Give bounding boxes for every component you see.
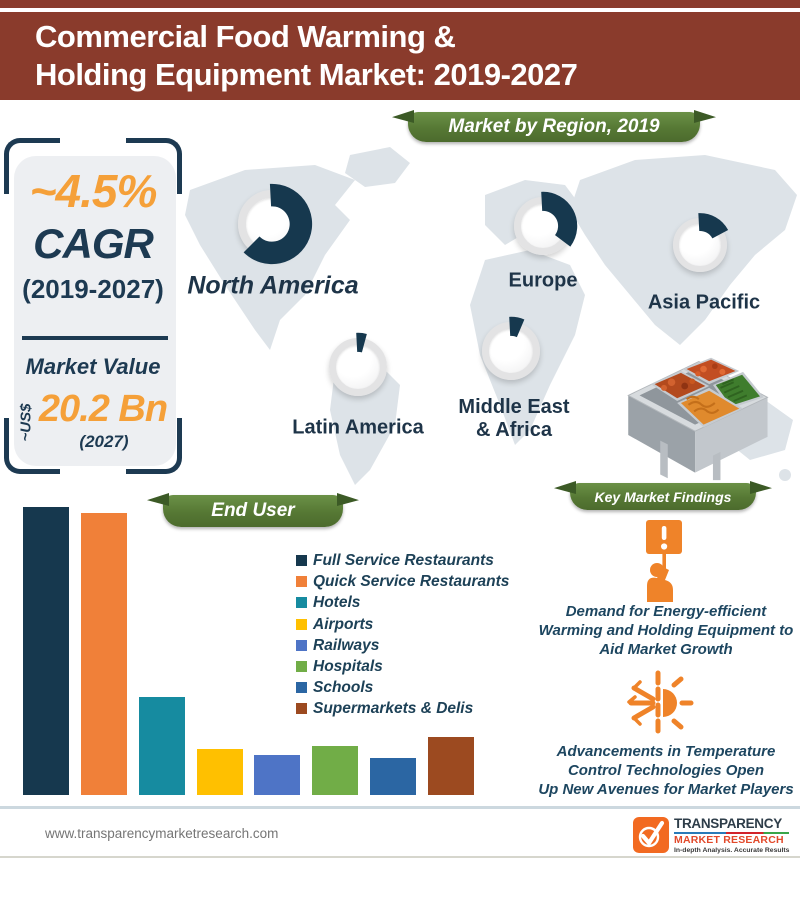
bar-quick-service-restaurants bbox=[81, 513, 127, 795]
world-map bbox=[185, 135, 800, 490]
footer-bottom-divider bbox=[0, 856, 800, 858]
top-accent-strip bbox=[0, 0, 800, 8]
tmr-logo-text bbox=[674, 817, 789, 855]
food-warming-equipment-image bbox=[598, 322, 794, 482]
cagr-period: (2019-2027) bbox=[22, 274, 164, 304]
legend-label: Hospitals bbox=[313, 658, 383, 675]
stat-box bbox=[4, 136, 182, 474]
bar-hotels bbox=[139, 697, 185, 795]
footer-top-divider bbox=[0, 806, 800, 809]
market-value-label: Market Value bbox=[25, 354, 161, 379]
region-share-arc bbox=[505, 188, 581, 264]
legend-swatch bbox=[296, 619, 307, 630]
region-share-arc bbox=[665, 210, 735, 280]
tmr-logo-line2: MARKET RESEARCH bbox=[674, 834, 784, 846]
legend-swatch bbox=[296, 640, 307, 651]
legend-label: Railways bbox=[313, 637, 380, 654]
bar-full-service-restaurants bbox=[23, 507, 69, 795]
header-banner bbox=[0, 12, 800, 100]
region-label: North America bbox=[187, 271, 359, 300]
legend-label: Quick Service Restaurants bbox=[313, 573, 510, 590]
tmr-logo-line1: TRANSPARENCY bbox=[674, 816, 782, 831]
cagr-label: CAGR bbox=[33, 220, 153, 267]
finding-text-1: Demand for Energy-efficient Warming and Holding Equipment to Aid Market Growth bbox=[538, 603, 794, 658]
cagr-value: ~4.5% bbox=[29, 165, 157, 217]
region-label: Europe bbox=[508, 269, 578, 292]
market-value: 20.2 Bn bbox=[38, 388, 168, 430]
region-label: Asia Pacific bbox=[647, 291, 761, 314]
bar-schools bbox=[370, 758, 416, 795]
legend-label: Hotels bbox=[313, 594, 361, 611]
market-value-year: (2027) bbox=[79, 432, 129, 451]
end-user-banner-label: End User bbox=[211, 500, 295, 521]
key-findings-banner bbox=[570, 483, 756, 510]
tmr-logo-tagline: In-depth Analysis. Accurate Results bbox=[674, 847, 790, 854]
legend-swatch bbox=[296, 682, 307, 693]
region-share-arc bbox=[473, 313, 549, 389]
bar-hospitals bbox=[312, 746, 358, 795]
region-section-banner bbox=[408, 112, 700, 142]
end-user-section-banner bbox=[163, 495, 343, 527]
bar-supermarkets-delis bbox=[428, 737, 474, 795]
tmr-logo bbox=[633, 817, 793, 855]
page-title-line2: Holding Equipment Market: 2019-2027 bbox=[35, 57, 578, 92]
stat-divider bbox=[22, 336, 168, 340]
region-label: Middle East & Africa bbox=[458, 396, 570, 441]
legend-swatch bbox=[296, 661, 307, 672]
temperature-control-icon bbox=[622, 670, 698, 736]
region-share-arc bbox=[320, 329, 396, 405]
legend-swatch bbox=[296, 703, 307, 714]
legend-swatch bbox=[296, 597, 307, 608]
region-banner-label: Market by Region, 2019 bbox=[448, 116, 660, 137]
tmr-logo-mark-icon bbox=[633, 817, 669, 853]
website-url: www.transparencymarketresearch.com bbox=[45, 826, 279, 841]
bar-airports bbox=[197, 749, 243, 795]
placard-exclamation-icon bbox=[634, 518, 694, 602]
legend-label: Airports bbox=[313, 616, 374, 633]
region-label: Latin America bbox=[292, 416, 424, 439]
key-findings-banner-label: Key Market Findings bbox=[594, 488, 732, 505]
legend-swatch bbox=[296, 576, 307, 587]
legend-label: Full Service Restaurants bbox=[313, 552, 494, 569]
legend-label: Schools bbox=[313, 679, 374, 696]
legend-swatch bbox=[296, 555, 307, 566]
currency-prefix: ~US$ bbox=[17, 403, 35, 442]
bar-railways bbox=[254, 755, 300, 795]
region-share-arc bbox=[228, 180, 316, 268]
legend-label: Supermarkets & Delis bbox=[313, 700, 474, 717]
finding-text-2: Advancements in Temperature Control Technologies Open Up New Avenues for Market Players bbox=[538, 743, 794, 798]
page-title-line1: Commercial Food Warming & bbox=[35, 19, 456, 54]
